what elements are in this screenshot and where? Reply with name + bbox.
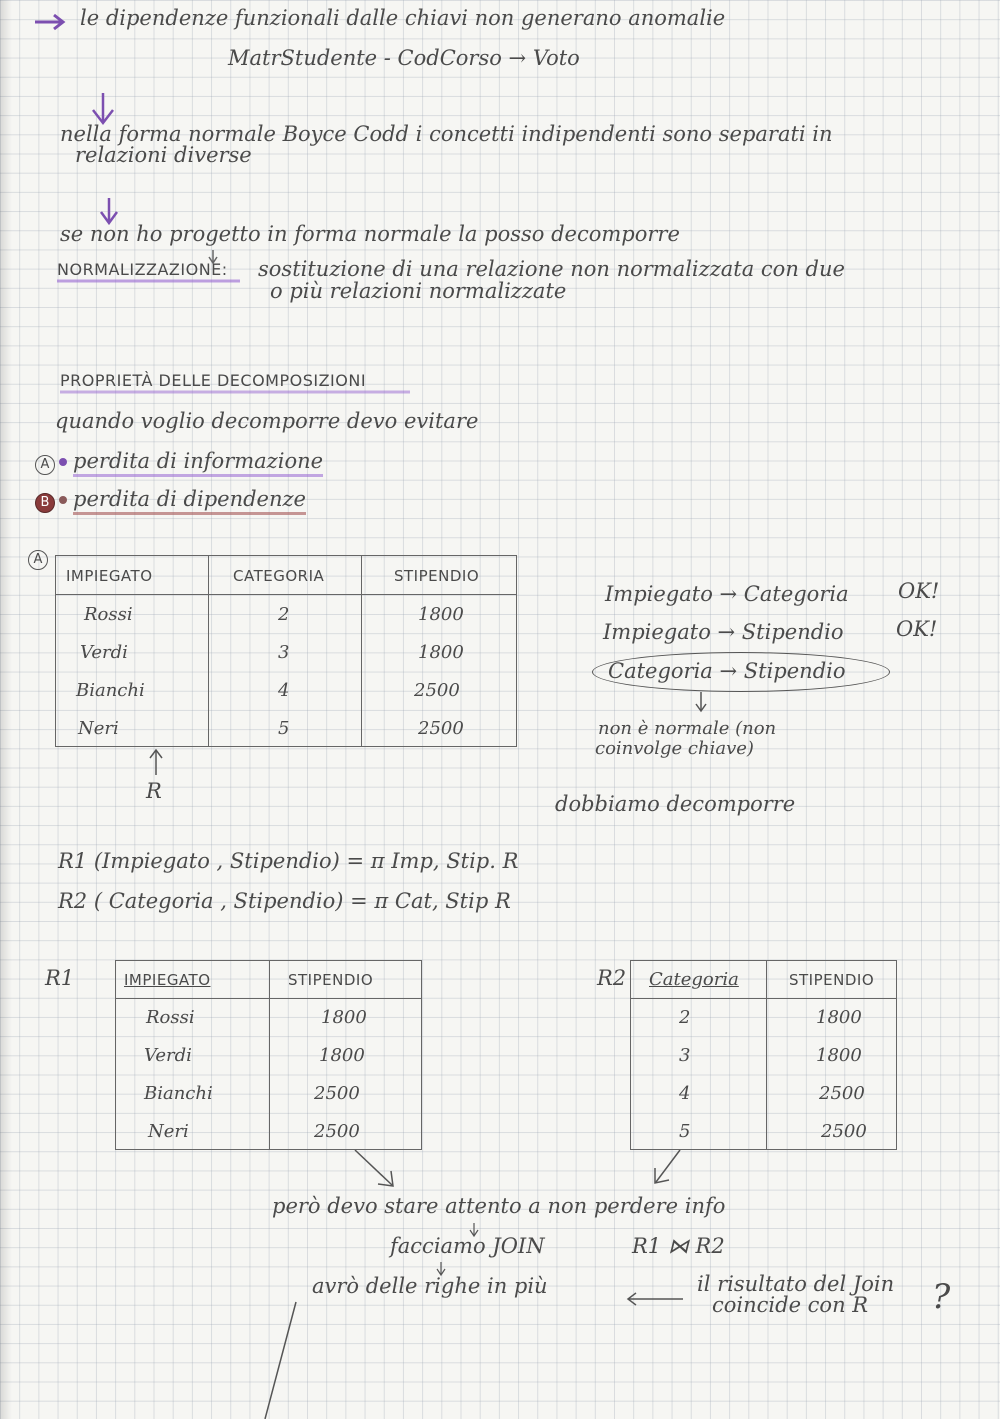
table-r-marker xyxy=(28,546,48,570)
table-cell: 5 xyxy=(679,1121,691,1142)
decompose-conclusion: dobbiamo decomporre xyxy=(555,792,796,816)
normalizzazione-def-1: sostituzione di una relazione non normalizzata con due xyxy=(258,257,845,281)
table-cell: 1800 xyxy=(816,1045,862,1066)
table-cell: 2 xyxy=(679,1007,691,1028)
down-arrow-icon xyxy=(93,93,113,123)
table-cell: 2500 xyxy=(314,1121,360,1142)
bcnf-line-2: relazioni diverse xyxy=(75,143,252,167)
bullet-icon xyxy=(59,458,67,466)
projection-r1: R1 (Impiegato , Stipendio) = π Imp, Stip. R xyxy=(58,849,519,873)
bullet-icon xyxy=(59,496,67,504)
dependency-1: Impiegato → Categoria xyxy=(605,582,849,606)
table-r-label: R xyxy=(146,779,162,803)
dependency-1-status: OK! xyxy=(898,579,940,603)
table-cell: 3 xyxy=(278,642,290,663)
table-header: IMPIEGATO xyxy=(124,971,211,989)
table-cell: 1800 xyxy=(816,1007,862,1028)
table-cell: 5 xyxy=(278,718,290,739)
table-cell: 2500 xyxy=(414,680,460,701)
down-arrow-icon xyxy=(696,692,706,711)
table-header: IMPIEGATO xyxy=(66,567,153,585)
properties-intro: quando voglio decomporre devo evitare xyxy=(55,409,479,433)
table-cell: 4 xyxy=(278,680,290,701)
join-line-1: però devo stare attento a non perdere info xyxy=(272,1194,726,1218)
join-question-1: il risultato del Join xyxy=(697,1272,895,1296)
table-r1 xyxy=(115,960,422,1150)
join-question-2: coincide con R xyxy=(712,1293,869,1317)
marker-a: A xyxy=(35,455,55,475)
property-item-b xyxy=(35,489,306,513)
bcnf-line-1: nella forma normale Boyce Codd i concetti indipendenti sono separati in xyxy=(60,122,833,146)
normalizzazione-label: NORMALIZZAZIONE: xyxy=(57,260,228,279)
table-cell: 3 xyxy=(679,1045,691,1066)
dependency-2: Impiegato → Stipendio xyxy=(603,620,844,644)
arrow-icon xyxy=(355,1150,393,1186)
table-header: Categoria xyxy=(649,969,739,990)
table-cell: Bianchi xyxy=(76,680,145,701)
purple-arrow-icon xyxy=(35,15,63,29)
marker-b: B xyxy=(35,493,55,513)
join-expression: R1 ⋈ R2 xyxy=(632,1234,725,1258)
table-r2 xyxy=(630,960,897,1150)
dependency-note-2: coinvolge chiave) xyxy=(595,738,754,759)
projection-r2: R2 ( Categoria , Stipendio) = π Cat, Stip R xyxy=(58,889,511,913)
table-cell: 2500 xyxy=(819,1083,865,1104)
table-cell: 4 xyxy=(679,1083,691,1104)
join-line-2: facciamo JOIN xyxy=(390,1234,545,1258)
table-header: CATEGORIA xyxy=(233,567,325,585)
table-cell: 2 xyxy=(278,604,290,625)
intro-line-1: le dipendenze funzionali dalle chiavi non generano anomalie xyxy=(80,6,726,30)
table-header: STIPENDIO xyxy=(394,567,480,585)
question-mark: ? xyxy=(932,1277,951,1317)
table-cell: 1800 xyxy=(321,1007,367,1028)
table-cell: Rossi xyxy=(146,1007,195,1028)
table-cell: Neri xyxy=(78,718,119,739)
up-arrow-icon xyxy=(150,750,162,775)
table-cell: 2500 xyxy=(821,1121,867,1142)
arrow-icon xyxy=(655,1150,680,1183)
decompose-line: se non ho progetto in forma normale la posso decomporre xyxy=(60,222,680,246)
table-r xyxy=(55,555,517,747)
property-item-a-text: perdita di informazione xyxy=(73,449,323,477)
join-line-3: avrò delle righe in più xyxy=(312,1274,548,1298)
down-arrow-icon xyxy=(101,198,117,223)
normalizzazione-def-2: o più relazioni normalizzate xyxy=(270,279,567,303)
table-r1-label: R1 xyxy=(45,966,75,990)
table-header: STIPENDIO xyxy=(789,971,875,989)
table-cell: Verdi xyxy=(80,642,128,663)
left-arrow-icon xyxy=(628,1293,683,1305)
table-cell: 1800 xyxy=(418,642,464,663)
table-cell: Bianchi xyxy=(144,1083,213,1104)
table-cell: 1800 xyxy=(418,604,464,625)
property-item-a xyxy=(35,451,323,475)
intro-line-2: MatrStudente - CodCorso → Voto xyxy=(228,46,580,70)
pen-stroke xyxy=(265,1302,296,1419)
table-header: STIPENDIO xyxy=(288,971,374,989)
table-cell: 1800 xyxy=(319,1045,365,1066)
table-cell: Neri xyxy=(148,1121,189,1142)
table-cell: Verdi xyxy=(144,1045,192,1066)
table-cell: 2500 xyxy=(314,1083,360,1104)
property-item-b-text: perdita di dipendenze xyxy=(73,487,306,515)
table-cell: Rossi xyxy=(84,604,133,625)
marker-a: A xyxy=(28,550,48,570)
table-cell: 2500 xyxy=(418,718,464,739)
dependency-3: Categoria → Stipendio xyxy=(608,659,846,683)
properties-title: PROPRIETÀ DELLE DECOMPOSIZIONI xyxy=(60,371,367,390)
dependency-2-status: OK! xyxy=(896,617,938,641)
dependency-note-1: non è normale (non xyxy=(598,718,777,739)
table-r2-label: R2 xyxy=(597,966,627,990)
